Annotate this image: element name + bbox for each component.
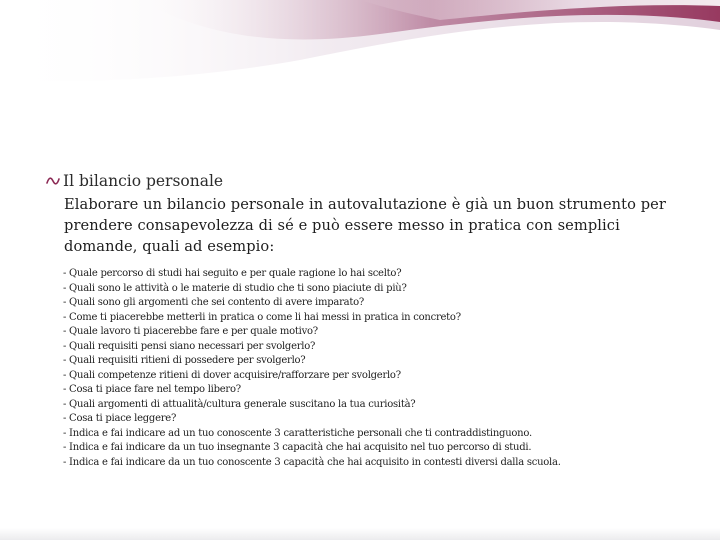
decorative-ribbon (0, 0, 720, 90)
content-area (46, 170, 686, 486)
section-heading-row (46, 170, 686, 192)
question-item: - Quale lavoro ti piacerebbe fare e per quale motivo? (63, 326, 318, 337)
question-item: - Quali requisiti pensi siano necessari per svolgerlo? (63, 340, 316, 352)
question-item: - Quali argomenti di attualità/cultura generale suscitano la tua curiosità? (63, 398, 416, 410)
question-item: - Quale percorso di studi hai seguito e per quale ragione lo hai scelto? (63, 268, 402, 279)
intro-paragraph: Elaborare un bilancio personale in autovalutazione è già un buon strumento per prendere consapevolezza di sé e può essere messo in pratica con semplici domande, quali ad esempio: (64, 196, 666, 255)
question-item: - Indica e fai indicare da un tuo conoscente 3 capacità che hai acquisito in contesti diversi dalla scuola. (63, 456, 561, 468)
question-item: - Indica e fai indicare ad un tuo conoscente 3 caratteristiche personali che ti contraddistinguono. (63, 427, 532, 439)
wave-bullet-icon (46, 174, 60, 188)
question-item: - Quali sono le attività o le materie di studio che ti sono piaciute di più? (63, 282, 407, 294)
question-item: - Come ti piacerebbe metterli in pratica o come li hai messi in pratica in concreto? (63, 311, 461, 323)
question-item: - Quali competenze ritieni di dover acquisire/rafforzare per svolgerlo? (63, 369, 401, 381)
question-item: - Cosa ti piace fare nel tempo libero? (63, 384, 241, 395)
section-heading: Il bilancio personale (63, 172, 224, 190)
question-item: - Indica e fai indicare da un tuo insegnante 3 capacità che hai acquisito nel tuo percorso di studi. (63, 442, 532, 453)
question-item: - Cosa ti piace leggere? (63, 413, 177, 424)
question-item: - Quali requisiti ritieni di possedere per svolgerlo? (63, 355, 306, 366)
bottom-shade (0, 528, 720, 540)
questions-list (63, 267, 686, 470)
question-item: - Quali sono gli argomenti che sei contento di avere imparato? (63, 297, 364, 308)
